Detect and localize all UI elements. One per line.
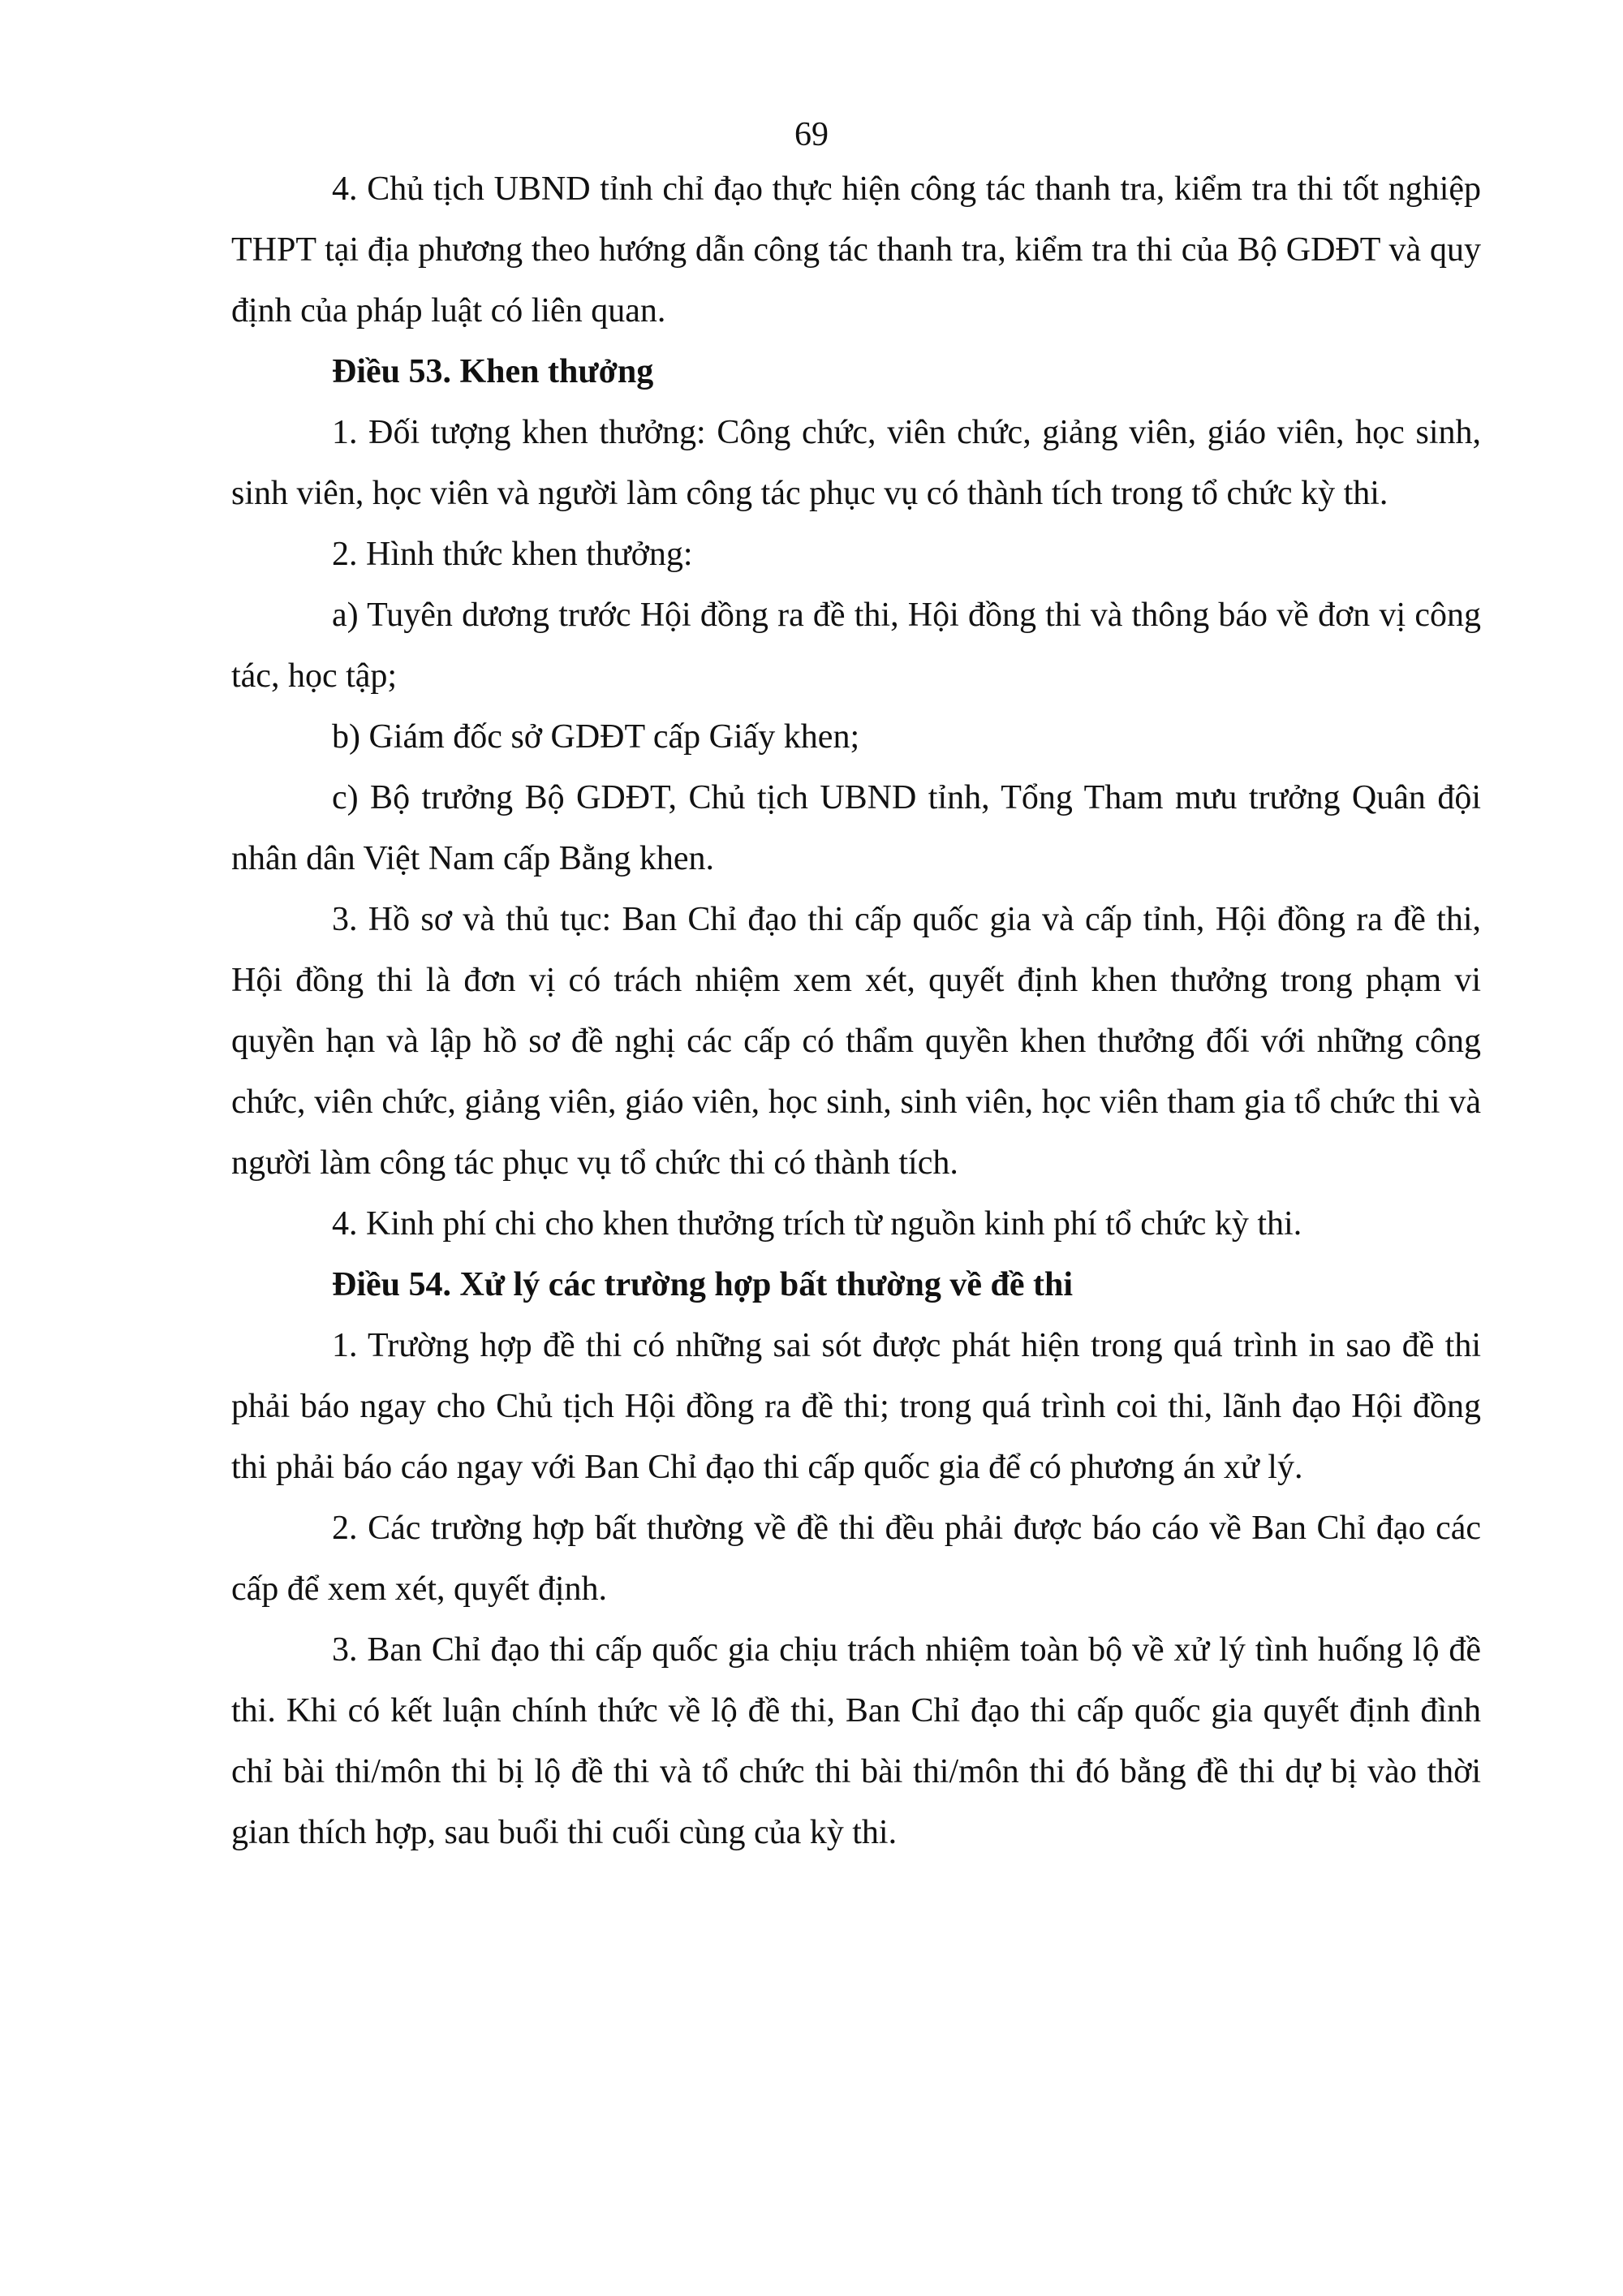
- paragraph-reward-subjects: 1. Đối tượng khen thưởng: Công chức, viên chức, giảng viên, giáo viên, học sinh, sinh viên, học viên và người làm công tác phục vụ có thành tích trong tổ chức kỳ thi.: [231, 414, 1481, 512]
- paragraph-exam-error-3: 3. Ban Chỉ đạo thi cấp quốc gia chịu trách nhiệm toàn bộ về xử lý tình huống lộ đề thi. Khi có kết luận chính thức về lộ đề thi, Ban Chỉ đạo thi cấp quốc gia quyết định đình chỉ bài thi/môn thi bị lộ đề thi và tổ chức thi bài thi/môn thi đó bằng đề thi dự bị vào thời gian thích hợp, sau buổi thi cuối cùng của kỳ thi.: [231, 1631, 1481, 1851]
- paragraph-reward-form-b: b) Giám đốc sở GDĐT cấp Giấy khen;: [332, 718, 860, 756]
- paragraph-reward-forms: 2. Hình thức khen thưởng:: [332, 536, 693, 573]
- article-53-heading: Điều 53. Khen thưởng: [332, 353, 654, 390]
- paragraph-exam-error-1: 1. Trường hợp đề thi có những sai sót được phát hiện trong quá trình in sao đề thi phải báo ngay cho Chủ tịch Hội đồng ra đề thi; trong quá trình coi thi, lãnh đạo Hội đồng thi phải báo cáo ngay với Ban Chỉ đạo thi cấp quốc gia để có phương án xử lý.: [231, 1327, 1481, 1486]
- article-54-heading: Điều 54. Xử lý các trường hợp bất thường về đề thi: [332, 1266, 1074, 1303]
- paragraph-reward-procedure: 3. Hồ sơ và thủ tục: Ban Chỉ đạo thi cấp quốc gia và cấp tỉnh, Hội đồng ra đề thi, Hội đồng thi là đơn vị có trách nhiệm xem xét, quyết định khen thưởng trong phạm vi quyền hạn và lập hồ sơ đề nghị các cấp có thẩm quyền khen thưởng đối với những công chức, viên chức, giảng viên, giáo viên, học sinh, sinh viên, học viên tham gia tổ chức thi và người làm công tác phục vụ tổ chức thi có thành tích.: [231, 901, 1481, 1182]
- paragraph-reward-form-c: c) Bộ trưởng Bộ GDĐT, Chủ tịch UBND tỉnh, Tổng Tham mưu trưởng Quân đội nhân dân Việt Nam cấp Bằng khen.: [231, 779, 1481, 877]
- paragraph-exam-error-2: 2. Các trường hợp bất thường về đề thi đều phải được báo cáo về Ban Chỉ đạo các cấp để xem xét, quyết định.: [231, 1510, 1481, 1608]
- page-number: 69: [794, 116, 829, 153]
- paragraph-inspection-4: 4. Chủ tịch UBND tỉnh chỉ đạo thực hiện công tác thanh tra, kiểm tra thi tốt nghiệp THPT tại địa phương theo hướng dẫn công tác thanh tra, kiểm tra thi của Bộ GDĐT và quy định của pháp luật có liên quan.: [231, 170, 1481, 330]
- document-body: [231, 159, 1481, 1863]
- paragraph-reward-form-a: a) Tuyên dương trước Hội đồng ra đề thi, Hội đồng thi và thông báo về đơn vị công tác, học tập;: [231, 597, 1481, 695]
- paragraph-reward-funding: 4. Kinh phí chi cho khen thưởng trích từ nguồn kinh phí tổ chức kỳ thi.: [332, 1205, 1302, 1243]
